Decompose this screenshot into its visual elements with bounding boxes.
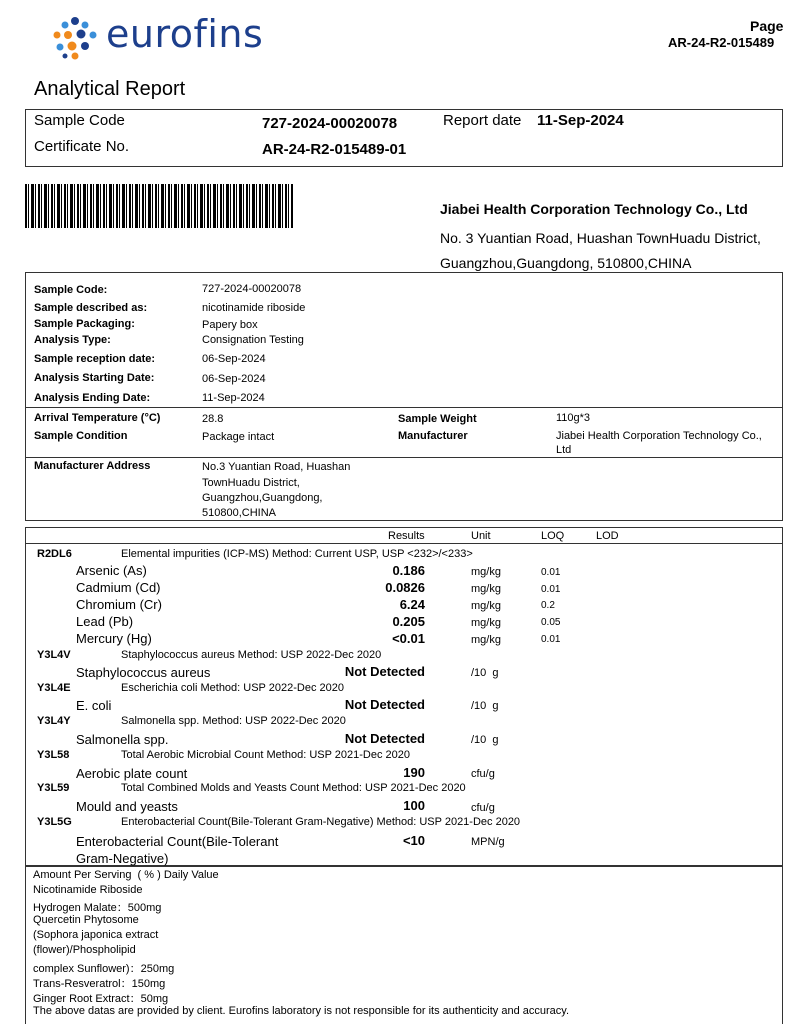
- note-line: Quercetin Phytosome: [33, 914, 139, 926]
- analyte-loq: 0.05: [541, 617, 561, 628]
- sample-code-label: Sample Code: [34, 112, 125, 129]
- analyte-name: Staphylococcus aureus: [76, 665, 211, 680]
- note-line: Amount Per Serving ( % ) Daily Value: [33, 869, 219, 881]
- note-line: Hydrogen Malate：500mg: [33, 902, 162, 914]
- test-desc: Total Combined Molds and Yeasts Count Method: USP 2021-Dec 2020: [121, 782, 466, 794]
- test-code: Y3L5G: [37, 816, 72, 828]
- test-desc: Total Aerobic Microbial Count Method: USP 2021-Dec 2020: [121, 749, 411, 761]
- analyte-loq: 0.01: [541, 634, 561, 645]
- lod-col-header: LOD: [596, 530, 619, 542]
- note-line: (flower)/Phospholipid: [33, 944, 136, 956]
- sample-weight-label: Sample Weight: [398, 413, 477, 425]
- analyte-unit: MPN/g: [471, 836, 505, 848]
- sample-info-label: Sample reception date:: [34, 353, 156, 365]
- barcode: [25, 184, 293, 228]
- analyte-unit: mg/kg: [471, 600, 501, 612]
- analyte-result: 0.186: [392, 563, 425, 578]
- client-name: Jiabei Health Corporation Technology Co., Ltd: [440, 201, 748, 217]
- analyte-name: Aerobic plate count: [76, 766, 188, 781]
- logo-wordmark: eurofins: [106, 12, 264, 56]
- sample-info-label: Analysis Type:: [34, 334, 111, 346]
- analyte-name: E. coli: [76, 698, 112, 713]
- test-code: Y3L4E: [37, 682, 71, 694]
- page-ref: AR-24-R2-015489: [668, 35, 775, 50]
- client-address-line2: Guangzhou,Guangdong, 510800,CHINA: [440, 255, 692, 271]
- report-date-value: 11-Sep-2024: [537, 112, 624, 129]
- sample-info-label: Analysis Ending Date:: [34, 392, 151, 404]
- sample-info-value: 727-2024-00020078: [202, 283, 302, 295]
- certificate-value: AR-24-R2-015489-01: [262, 141, 407, 158]
- mfr-address-line: TownHuadu District,: [202, 477, 300, 489]
- report-title: Analytical Report: [34, 78, 186, 100]
- analyte-result: Not Detected: [344, 664, 425, 679]
- analyte-result: <10: [402, 833, 425, 848]
- sample-info-value: 06-Sep-2024: [202, 373, 266, 385]
- analyte-result: 190: [403, 765, 425, 780]
- sample-info-value: 06-Sep-2024: [202, 353, 266, 365]
- unit-col-header: Unit: [471, 530, 491, 542]
- test-desc: Elemental impurities (ICP-MS) Method: Current USP, USP <232>/<233>: [121, 548, 473, 560]
- summary-box: [25, 109, 783, 167]
- analyte-unit: cfu/g: [471, 802, 495, 814]
- analyte-result: 6.24: [399, 597, 425, 612]
- disclaimer: The above datas are provided by client. Eurofins laboratory is not responsible for its authenticity and accuracy.: [33, 1005, 570, 1017]
- mfr-address-line: Guangzhou,Guangdong,: [202, 492, 323, 504]
- test-code: R2DL6: [37, 548, 72, 560]
- sample-info-value: 11-Sep-2024: [202, 392, 265, 404]
- page-label: Page: [750, 18, 784, 34]
- results-col-header: Results: [388, 530, 425, 542]
- eurofins-logo-mark-icon: [52, 16, 98, 60]
- manufacturer-value-line2: Ltd: [556, 444, 572, 456]
- test-desc: Enterobacterial Count(Bile-Tolerant Gram-Negative) Method: USP 2021-Dec 2020: [121, 816, 521, 828]
- analyte-result: <0.01: [392, 631, 425, 646]
- analyte-unit: /10 g: [471, 700, 499, 712]
- condition-label: Sample Condition: [34, 430, 128, 442]
- analyte-name-line2: Gram-Negative): [76, 851, 169, 866]
- sample-info-label: Sample Code:: [34, 284, 108, 296]
- analyte-name: Arsenic (As): [76, 563, 147, 578]
- mfr-address-line: 510800,CHINA: [202, 507, 276, 519]
- analyte-unit: cfu/g: [471, 768, 495, 780]
- report-date-label: Report date: [443, 112, 522, 129]
- analyte-unit: mg/kg: [471, 583, 501, 595]
- manufacturer-value-line1: Jiabei Health Corporation Technology Co.,: [556, 430, 762, 442]
- eurofins-logo: [52, 14, 282, 62]
- analyte-loq: 0.2: [541, 600, 555, 611]
- analyte-loq: 0.01: [541, 567, 561, 578]
- client-address-line1: No. 3 Yuantian Road, Huashan TownHuadu District,: [440, 230, 761, 246]
- note-line: complex Sunflower)：250mg: [33, 963, 175, 975]
- loq-col-header: LOQ: [541, 530, 565, 542]
- analyte-unit: mg/kg: [471, 634, 501, 646]
- arrival-temp-label: Arrival Temperature (°C): [34, 412, 161, 424]
- manufacturer-label: Manufacturer: [398, 430, 468, 442]
- analyte-unit: mg/kg: [471, 617, 501, 629]
- analyte-result: Not Detected: [344, 731, 425, 746]
- analyte-name: Mercury (Hg): [76, 631, 152, 646]
- condition-value: Package intact: [202, 431, 275, 443]
- mfr-address-label: Manufacturer Address: [34, 460, 151, 472]
- note-line: (Sophora japonica extract: [33, 929, 159, 941]
- sample-info-value: Papery box: [202, 319, 258, 331]
- analyte-unit: /10 g: [471, 667, 499, 679]
- sample-info-value: nicotinamide riboside: [202, 302, 306, 314]
- sample-weight-value: 110g*3: [556, 412, 591, 424]
- analyte-result: 0.0826: [385, 580, 425, 595]
- test-code: Y3L4Y: [37, 715, 71, 727]
- note-line: Trans-Resveratrol：150mg: [33, 978, 166, 990]
- arrival-temp-value: 28.8: [202, 413, 224, 425]
- test-code: Y3L58: [37, 749, 70, 761]
- analyte-unit: mg/kg: [471, 566, 501, 578]
- sample-info-label: Sample Packaging:: [34, 318, 135, 330]
- analyte-name: Chromium (Cr): [76, 597, 162, 612]
- test-code: Y3L59: [37, 782, 70, 794]
- sample-info-value: Consignation Testing: [202, 334, 304, 346]
- test-code: Y3L4V: [37, 649, 71, 661]
- sample-code-value: 727-2024-00020078: [262, 115, 398, 132]
- note-line: Nicotinamide Riboside: [33, 884, 143, 896]
- note-line: Ginger Root Extract：50mg: [33, 993, 169, 1005]
- analyte-name: Lead (Pb): [76, 614, 134, 629]
- certificate-label: Certificate No.: [34, 138, 130, 155]
- analyte-result: 100: [403, 798, 425, 813]
- analyte-name: Salmonella spp.: [76, 732, 169, 747]
- analyte-name: Mould and yeasts: [76, 799, 178, 814]
- analyte-name: Enterobacterial Count(Bile-Tolerant: [76, 834, 279, 849]
- mfr-address-line: No.3 Yuantian Road, Huashan: [202, 461, 351, 473]
- analyte-result: 0.205: [392, 614, 425, 629]
- sample-info-label: Analysis Starting Date:: [34, 372, 155, 384]
- test-desc: Escherichia coli Method: USP 2022-Dec 2020: [121, 682, 344, 694]
- test-desc: Staphylococcus aureus Method: USP 2022-Dec 2020: [121, 649, 382, 661]
- test-desc: Salmonella spp. Method: USP 2022-Dec 2020: [121, 715, 346, 727]
- analyte-name: Cadmium (Cd): [76, 580, 161, 595]
- analyte-loq: 0.01: [541, 584, 561, 595]
- analyte-result: Not Detected: [344, 697, 425, 712]
- analyte-unit: /10 g: [471, 734, 499, 746]
- sample-info-label: Sample described as:: [34, 302, 148, 314]
